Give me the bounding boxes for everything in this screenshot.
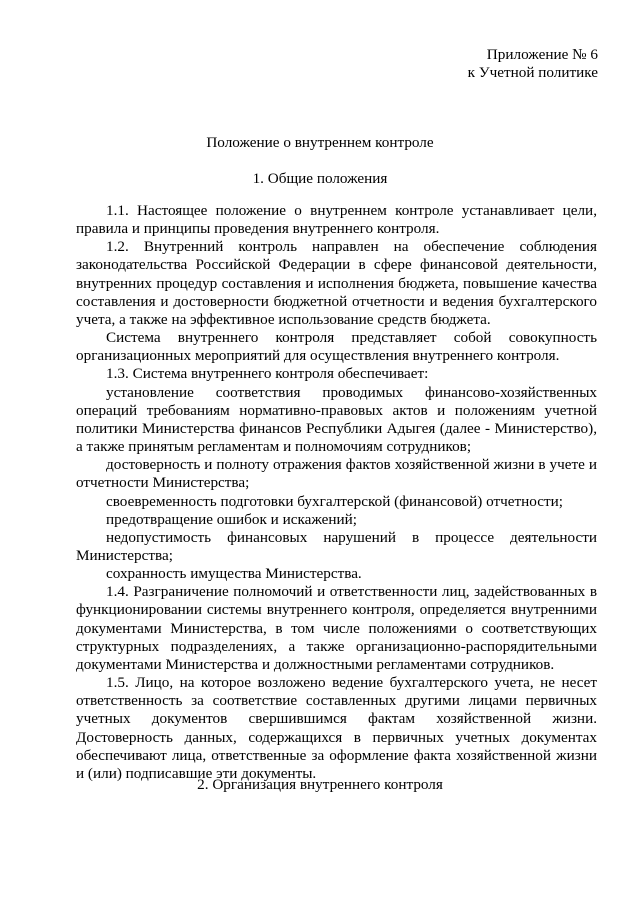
paragraph-1-2: 1.2. Внутренний контроль направлен на обеспечение соблюдения законодательства Российской Федерации в сфере финансовой деятельности, внутренних процедур составления и исполнения бюджета, повышение качества составления и достоверности бюджетной отчетности и ведения бухгалтерского учета, а также на эффективное использование средств бюджета. xyxy=(76,238,597,328)
paragraph-1-4: 1.4. Разграничение полномочий и ответственности лиц, задействованных в функционировании системы внутреннего контроля, определяется внутренними документами Министерства, в том числе положениями о соответствующих структурных подразделениях, а также организационно-распорядительными документами Министерства и должностными регламентами сотрудников. xyxy=(76,583,597,673)
list-item-compliance: установление соответствия проводимых финансово-хозяйственных операций требованиям нормативно-правовых актов и положениям учетной политики Министерства финансов Республики Адыгея (далее - Министерство), а также принятым регламентам и полномочиям сотрудников; xyxy=(76,383,597,456)
appendix-number: Приложение № 6 xyxy=(486,46,598,63)
document-title: Положение о внутреннем контроле xyxy=(206,134,434,151)
list-item-prevention: предотвращение ошибок и искажений; xyxy=(106,510,357,528)
list-item-timeliness: своевременность подготовки бухгалтерской (финансовой) отчетности; xyxy=(106,492,564,510)
section-heading-organization: 2. Организация внутреннего контроля xyxy=(197,776,443,793)
paragraph-1-1: 1.1. Настоящее положение о внутреннем контроле устанавливает цели, правила и принципы проведения внутреннего контроля. xyxy=(76,202,597,238)
paragraph-1-5: 1.5. Лицо, на которое возложено ведение бухгалтерского учета, не несет ответственность за соответствие составленных другими лицами первичных учетных документов свершившимся фактам хозяйственной жизни. Достоверность данных, содержащихся в первичных учетных документах обеспечивают лица, ответственные за оформление факта хозяйственной жизни и (или) подписавшие эти документы. xyxy=(76,674,597,782)
appendix-subtitle: к Учетной политике xyxy=(467,64,598,81)
document-body xyxy=(76,202,597,783)
list-item-property: сохранность имущества Министерства. xyxy=(106,565,362,583)
paragraph-system: Система внутреннего контроля представляет собой совокупность организационных мероприятий для осуществления внутреннего контроля. xyxy=(76,329,597,365)
list-item-violations: недопустимость финансовых нарушений в процессе деятельности Министерства; xyxy=(76,528,597,564)
list-item-reliability: достоверность и полноту отражения фактов хозяйственной жизни в учете и отчетности Министерства; xyxy=(76,456,597,492)
appendix-reference xyxy=(468,46,598,82)
section-heading-general: 1. Общие положения xyxy=(252,170,388,187)
paragraph-1-3: 1.3. Система внутреннего контроля обеспечивает: xyxy=(106,365,429,383)
